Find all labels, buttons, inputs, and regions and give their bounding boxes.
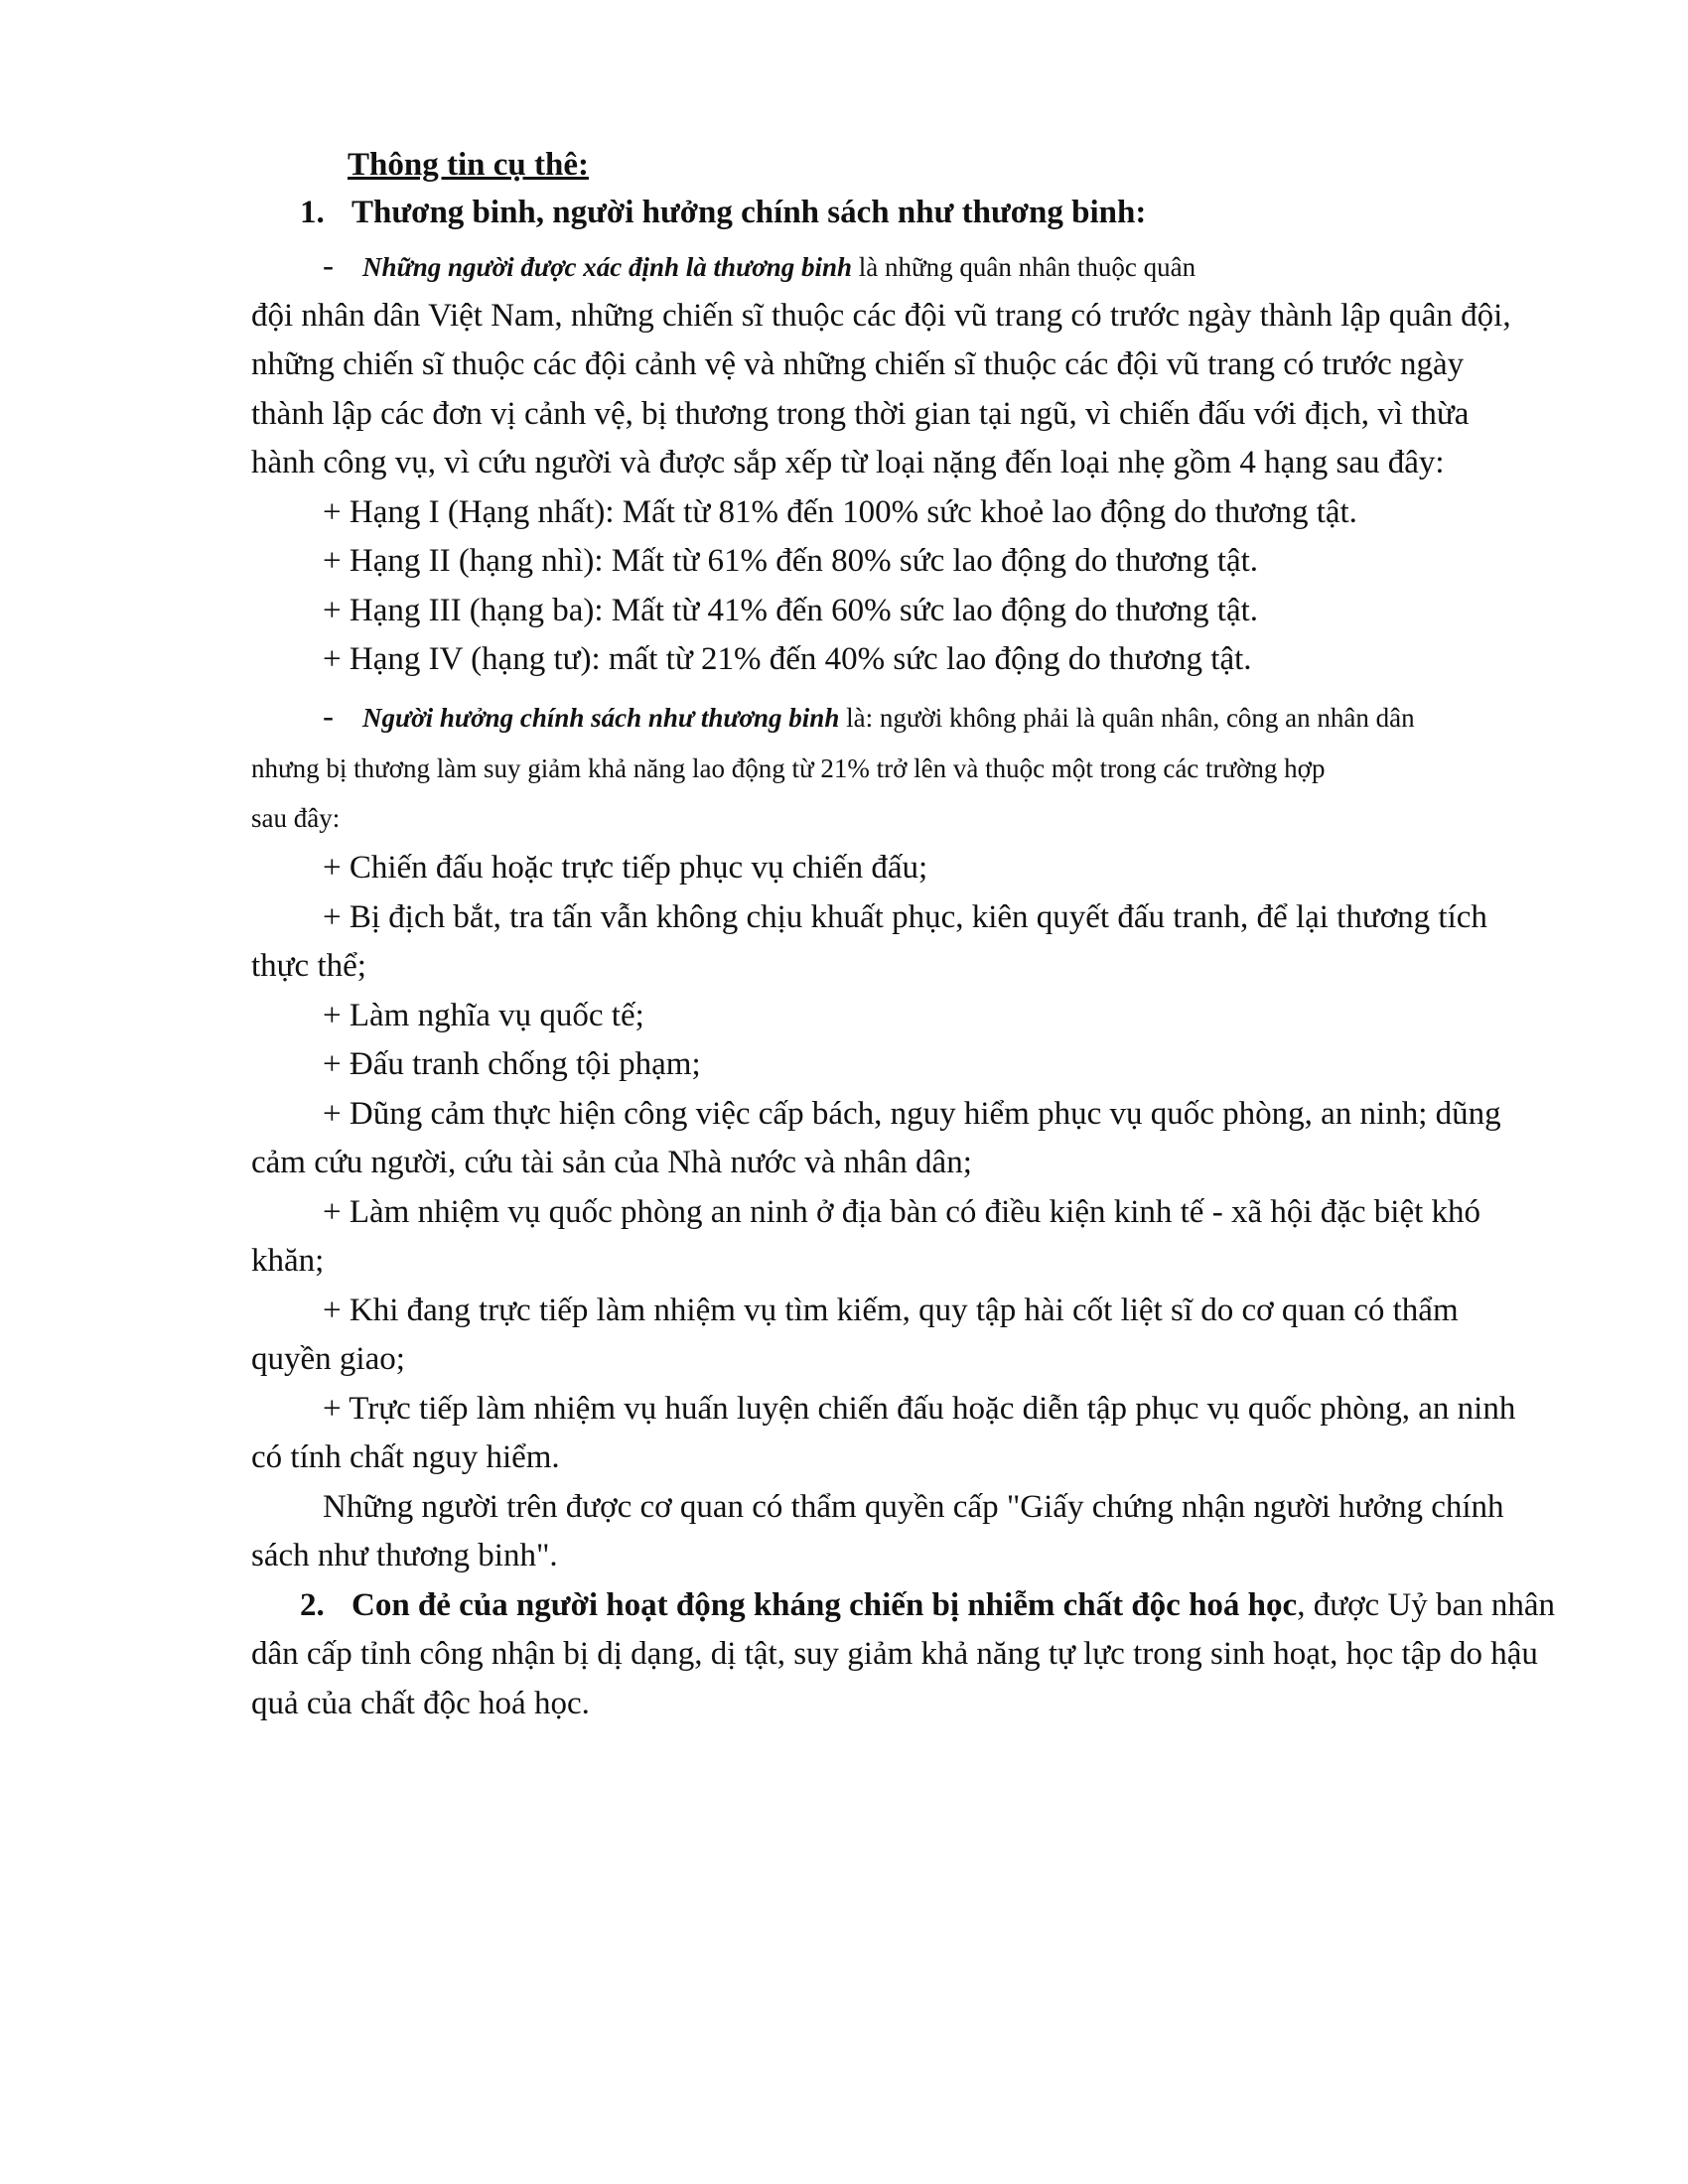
case-item: + Chiến đấu hoặc trực tiếp phục vụ chiến đấu; [323,850,928,886]
case-item-continued: khăn; [251,1243,325,1279]
case-item: + Khi đang trực tiếp làm nhiệm vụ tìm kiếm, quy tập hài cốt liệt sĩ do cơ quan có thẩm [323,1293,1459,1328]
case-item-continued: thực thể; [251,948,366,984]
section-1-title: Thương binh, người hưởng chính sách như thương binh: [352,195,1147,230]
definition-2-first-line [323,697,1415,738]
case-item: + Làm nghĩa vụ quốc tế; [323,998,644,1033]
rank-item: + Hạng II (hạng nhì): Mất từ 61% đến 80% sức lao động do thương tật. [323,543,1259,579]
section-2-first-line [300,1585,1555,1625]
definition-1-line: thành lập các đơn vị cảnh vệ, bị thương trong thời gian tại ngũ, vì chiến đấu với địch, vì thừa [251,396,1470,432]
case-item: + Dũng cảm thực hiện công việc cấp bách, nguy hiểm phục vụ quốc phòng, an ninh; dũng [323,1096,1501,1132]
case-item: + Đấu tranh chống tội phạm; [323,1046,701,1082]
definition-1-term: Những người được xác định là thương binh [362,252,853,282]
definition-1-text: là những quân nhân thuộc quân [852,252,1196,282]
section-2-line: dân cấp tỉnh công nhận bị dị dạng, dị tật, suy giảm khả năng tự lực trong sinh hoạt, học tập do hậu [251,1636,1538,1672]
case-item-continued: có tính chất nguy hiểm. [251,1439,560,1475]
definition-2-term: Người hưởng chính sách như thương binh [362,703,840,733]
case-item: + Làm nhiệm vụ quốc phòng an ninh ở địa bàn có điều kiện kinh tế - xã hội đặc biệt khó [323,1194,1481,1230]
definition-2-text: là: người không phải là quân nhân, công an nhân dân [839,703,1415,733]
rank-item: + Hạng I (Hạng nhất): Mất từ 81% đến 100% sức khoẻ lao động do thương tật. [323,494,1357,530]
page-heading: Thông tin cụ thê: [348,147,589,183]
closing-paragraph-line: Những người trên được cơ quan có thẩm quyền cấp "Giấy chứng nhận người hưởng chính [323,1489,1504,1525]
section-1-title-line [300,193,1146,232]
bullet-dash: - [323,699,334,735]
case-item-continued: quyền giao; [251,1341,405,1377]
definition-2-line: sau đây: [251,803,341,833]
definition-1-first-line [323,246,1196,287]
section-2-title: Con đẻ của người hoạt động kháng chiến bị nhiễm chất độc hoá học [352,1587,1298,1623]
case-item: + Bị địch bắt, tra tấn vẫn không chịu khuất phục, kiên quyết đấu tranh, để lại thương tích [323,899,1487,935]
section-2-number: 2. [300,1587,325,1623]
definition-1-line: đội nhân dân Việt Nam, những chiến sĩ thuộc các đội vũ trang có trước ngày thành lập quân đội, [251,298,1511,334]
section-1-number: 1. [300,195,325,230]
case-item: + Trực tiếp làm nhiệm vụ huấn luyện chiến đấu hoặc diễn tập phục vụ quốc phòng, an ninh [323,1391,1516,1427]
section-2-text: , được Uỷ ban nhân [1297,1587,1556,1623]
closing-paragraph-line: sách như thương binh". [251,1538,558,1573]
rank-item: + Hạng III (hạng ba): Mất từ 41% đến 60% sức lao động do thương tật. [323,593,1259,628]
case-item-continued: cảm cứu người, cứu tài sản của Nhà nước và nhân dân; [251,1145,972,1180]
rank-item: + Hạng IV (hạng tư): mất từ 21% đến 40% sức lao động do thương tật. [323,641,1252,677]
definition-1-line: những chiến sĩ thuộc các đội cảnh vệ và những chiến sĩ thuộc các đội vũ trang có trước ngày [251,346,1465,382]
section-2-line: quả của chất độc hoá học. [251,1686,590,1721]
definition-2-line: nhưng bị thương làm suy giảm khả năng lao động từ 21% trở lên và thuộc một trong các trường hợp [251,753,1326,783]
definition-1-line: hành công vụ, vì cứu người và được sắp xếp từ loại nặng đến loại nhẹ gồm 4 hạng sau đây: [251,445,1445,480]
bullet-dash: - [323,248,334,284]
